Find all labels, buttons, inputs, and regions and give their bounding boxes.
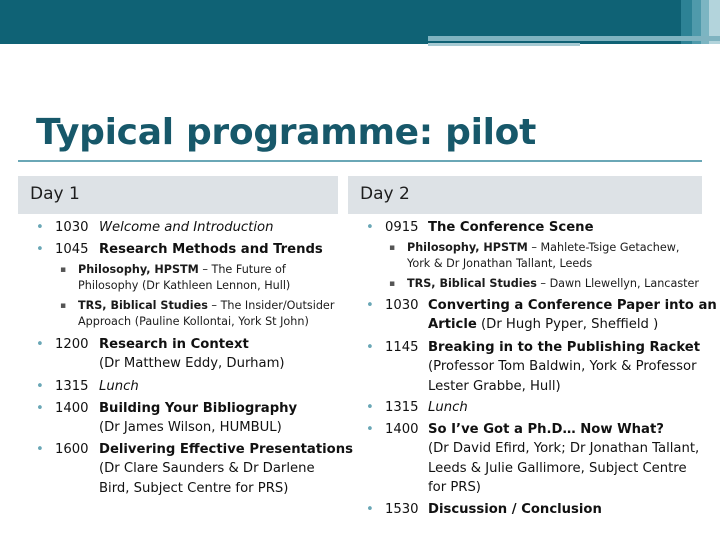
item-time: 1315 <box>55 379 89 394</box>
subbullet-icon: ▪ <box>60 301 67 311</box>
item-label: Delivering Effective Presentations <box>99 442 353 457</box>
day2-header <box>348 176 702 214</box>
subitem-text: – Mahlete-Tsige Getachew, <box>527 241 680 254</box>
subbullet-icon: ▪ <box>389 279 396 289</box>
item-label: Article <box>428 317 477 333</box>
subbullet-icon: ▪ <box>60 265 67 275</box>
subitem-text: – The Future of <box>198 263 286 276</box>
slide-title: Typical programme: pilot <box>36 112 536 153</box>
item-time: 1145 <box>385 340 419 355</box>
item-label: The Conference Scene <box>428 220 594 235</box>
bullet-icon: • <box>36 442 44 457</box>
title-divider <box>18 160 702 162</box>
bullet-icon: • <box>36 379 44 394</box>
subitem-strand: Philosophy, HPSTM <box>407 241 528 254</box>
item-time: 1315 <box>385 400 419 415</box>
bullet-icon: • <box>36 401 44 416</box>
bullet-icon: • <box>366 422 374 437</box>
subitem-text: Approach (Pauline Kollontai, York St John) <box>78 315 309 328</box>
bullet-icon: • <box>366 298 374 313</box>
item-label: Discussion / Conclusion <box>428 502 602 517</box>
banner-accent-line <box>428 36 720 41</box>
bullet-icon: • <box>36 220 44 235</box>
bullet-icon: • <box>366 400 374 415</box>
item-label: So I’ve Got a Ph.D… Now What? <box>428 422 664 437</box>
bullet-icon: • <box>366 502 374 517</box>
item-detail: (Dr Hugh Pyper, Sheffield ) <box>476 317 659 333</box>
item-detail: Leeds & Julie Gallimore, Subject Centre <box>428 460 687 476</box>
subitem-text: – The Insider/Outsider <box>207 299 335 312</box>
item-time: 1530 <box>385 502 419 517</box>
day1-header <box>18 176 338 214</box>
item-detail: (Dr James Wilson, HUMBUL) <box>99 420 282 436</box>
item-time: 1400 <box>55 401 89 416</box>
subitem-strand: Philosophy, HPSTM <box>78 263 199 276</box>
subitem-text: York & Dr Jonathan Tallant, Leeds <box>407 257 593 270</box>
item-time: 1200 <box>55 337 89 352</box>
subitem-strand: TRS, Biblical Studies <box>407 277 537 290</box>
day2-header-label: Day 2 <box>360 184 410 204</box>
item-label: Research in Context <box>99 337 249 352</box>
bullet-icon: • <box>366 220 374 235</box>
bullet-icon: • <box>36 337 44 352</box>
item-time: 1030 <box>385 298 419 313</box>
item-time: 1030 <box>55 220 89 235</box>
item-detail: for PRS) <box>428 480 481 496</box>
item-detail: Lester Grabbe, Hull) <box>428 378 561 394</box>
day1-header-label: Day 1 <box>30 184 80 204</box>
item-detail: (Dr David Efird, York; Dr Jonathan Tallant, <box>428 441 700 457</box>
item-time: 1600 <box>55 442 89 457</box>
item-time: 0915 <box>385 220 419 235</box>
subitem-text: – Dawn Llewellyn, Lancaster <box>536 277 700 290</box>
subitem-text: Philosophy (Dr Kathleen Lennon, Hull) <box>78 279 291 292</box>
item-label: Lunch <box>428 400 468 415</box>
item-label: Building Your Bibliography <box>99 401 298 416</box>
item-detail: (Professor Tom Baldwin, York & Professor <box>428 359 697 375</box>
item-label: Welcome and Introduction <box>99 220 274 235</box>
item-label: Breaking in to the Publishing Racket <box>428 340 701 355</box>
banner-accent-line <box>428 43 580 46</box>
item-label: Research Methods and Trends <box>99 242 323 257</box>
bullet-icon: • <box>366 340 374 355</box>
bullet-icon: • <box>36 242 44 257</box>
item-detail: (Dr Clare Saunders & Dr Darlene <box>99 461 315 477</box>
subbullet-icon: ▪ <box>389 243 396 253</box>
item-time: 1045 <box>55 242 89 257</box>
item-time: 1400 <box>385 422 419 437</box>
item-label: Converting a Conference Paper into an <box>428 298 717 313</box>
item-detail: Bird, Subject Centre for PRS) <box>99 480 289 496</box>
item-label: Lunch <box>99 379 139 394</box>
item-detail: (Dr Matthew Eddy, Durham) <box>99 356 285 372</box>
subitem-strand: TRS, Biblical Studies <box>78 299 208 312</box>
